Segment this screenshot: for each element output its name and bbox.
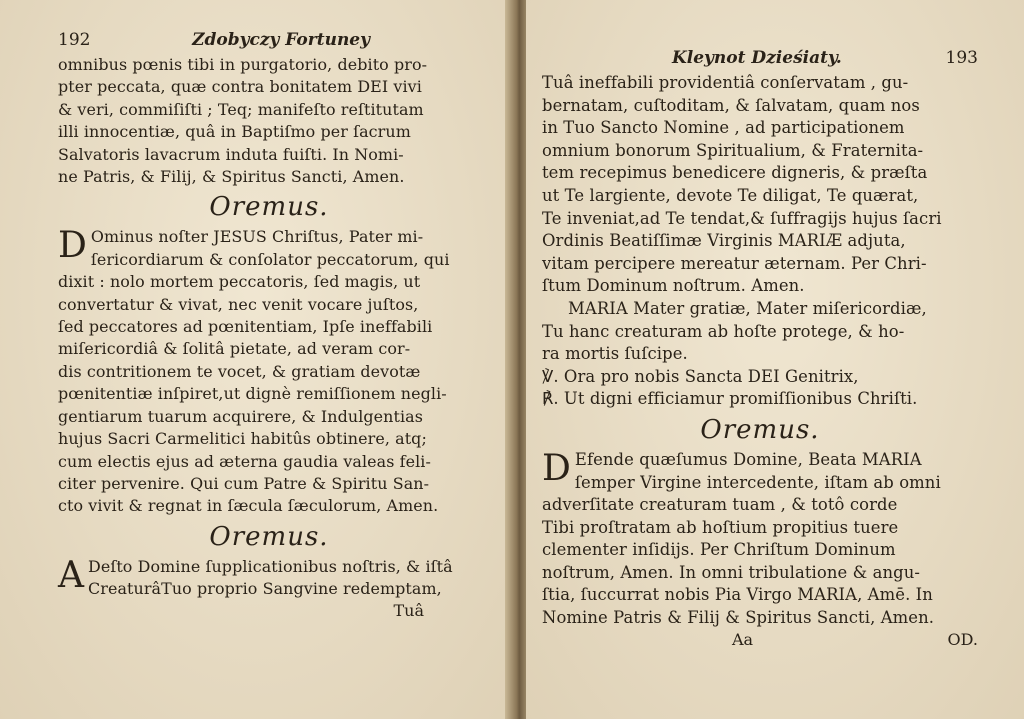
text-line: adverſitate creaturam tuam , & totô corde — [542, 495, 898, 515]
text-line: Tuâ ineffabili providentiâ conſervatam , gu- — [542, 73, 909, 92]
text-line: Ominus noſter JESUS Chriſtus, Pater mi- — [90, 227, 424, 247]
text-line: & veri, commiſiſti ; Teq; manifeſto reſtitutam — [58, 99, 424, 119]
versicle-line: ℣. Ora pro nobis Sancta DEI Genitrix, — [542, 366, 859, 386]
text-line: tem recepimus benedicere digneris, & præſta — [542, 163, 928, 183]
text-line: omnium bonorum Spiritualium, & Fraternita- — [542, 140, 924, 160]
signature-mark: Aa — [732, 629, 754, 649]
text-line: clementer inſidijs. Per Chriſtum Dominum — [542, 540, 896, 560]
left-heading-oremus-1: Oremus. — [209, 192, 329, 223]
text-line: ſemper Virgine intercedente, iſtam ab omni — [574, 472, 941, 492]
text-line: dixit : nolo mortem peccatoris, ſed magis, ut — [58, 272, 421, 292]
text-line: ra mortis ſuſcipe. — [542, 344, 688, 364]
left-page — [0, 0, 510, 719]
right-running-title: Kleynot Dzieśiaty. — [672, 48, 842, 68]
text-line: ſericordiarum & conſolator peccatorum, qui — [90, 249, 450, 269]
text-line: dis contritionem te vocet, & gratiam devotæ — [58, 361, 421, 381]
left-paragraph-3 — [58, 556, 480, 601]
text-line: in Tuo Sancto Nomine , ad participationem — [542, 118, 905, 138]
left-running-head — [58, 30, 480, 50]
left-heading-oremus-2: Oremus. — [209, 521, 329, 552]
text-line: pter peccata, quæ contra bonitatem DEI vivi — [58, 77, 422, 97]
right-running-head — [542, 48, 978, 68]
dropcap: D — [542, 447, 571, 489]
text-line: cum electis ejus ad æterna gaudia valeas feli- — [58, 451, 431, 471]
left-page-number: 192 — [58, 30, 91, 50]
text-line: Deſto Domine ſupplicationibus noſtris, & iſtâ — [88, 556, 453, 576]
left-paragraph-1 — [58, 54, 480, 188]
text-line: pœnitentiæ inſpiret,ut dignè remiſſionem negli- — [58, 384, 447, 404]
text-line: ſtia, ſuccurrat nobis Pia Virgo MARIA, Amē. In — [542, 585, 933, 605]
text-line: vitam percipere mereatur æternam. Per Chri- — [542, 253, 927, 273]
catchword: OD. — [947, 629, 978, 649]
text-line: Tibi proſtratam ab hoſtium propitius tuere — [542, 517, 899, 537]
text-line: illi innocentiæ, quâ in Baptiſmo per ſacrum — [58, 122, 411, 142]
left-paragraph-2 — [58, 226, 480, 517]
text-line: bernatam, cuſtoditam, & ſalvatam, quam nos — [542, 95, 920, 115]
right-catchword-row — [542, 630, 978, 650]
dropcap: A — [58, 554, 84, 596]
right-paragraph-2 — [542, 449, 978, 630]
right-page-number: 193 — [945, 48, 978, 68]
response-line: ℟. Ut digni efficiamur promiſſionibus Chriſti. — [542, 389, 918, 409]
text-line: omnibus pœnis tibi in purgatorio, debito pro- — [58, 55, 428, 74]
text-line: ne Patris, & Filij, & Spiritus Sancti, Amen. — [58, 167, 405, 187]
dropcap: D — [58, 225, 87, 267]
text-line: noſtrum, Amen. In omni tribulatione & angu- — [542, 562, 921, 582]
text-line: hujus Sacri Carmelitici habitûs obtinere, atq; — [58, 429, 427, 449]
text-line: citer pervenire. Qui cum Patre & Spiritu San- — [58, 473, 430, 493]
right-paragraph-maria — [542, 298, 978, 411]
text-line: Ordinis Beatiſſimæ Virginis MARIÆ adjuta, — [542, 231, 906, 251]
catchword: Tuâ — [393, 600, 424, 620]
text-line: ut Te largiente, devote Te diligat, Te quærat, — [542, 185, 919, 205]
right-page — [526, 0, 1024, 719]
text-line: ſtum Dominum noſtrum. Amen. — [542, 276, 805, 296]
right-heading-oremus: Oremus. — [700, 414, 820, 445]
left-running-title: Zdobyczy Fortuney — [192, 30, 370, 50]
left-catchword-row — [58, 601, 480, 621]
text-line: Salvatoris lavacrum induta fuiſti. In Nomi- — [58, 144, 404, 164]
text-line: cto vivit & regnat in ſæcula ſæculorum, Amen. — [58, 496, 439, 516]
text-line: ſed peccatores ad pœnitentiam, Ipſe ineffabili — [58, 317, 433, 337]
text-line: MARIA Mater gratiæ, Mater miſericordiæ, — [568, 298, 927, 318]
text-line: miſericordiâ & ſolitâ pietate, ad veram cor- — [58, 339, 411, 359]
text-line: gentiarum tuarum acquirere, & Indulgentias — [58, 406, 424, 426]
text-line: Tu hanc creaturam ab hoſte protege, & ho- — [542, 321, 905, 341]
text-line: CreaturâTuo proprio Sangvine redemptam, — [88, 579, 442, 599]
text-line: Efende quæſumus Domine, Beata MARIA — [574, 449, 922, 469]
text-line: Te inveniat,ad Te tendat,& ſuffragijs hujus ſacri — [542, 208, 942, 228]
text-line: convertatur & vivat, nec venit vocare juſtos, — [58, 294, 419, 314]
right-paragraph-1 — [542, 72, 978, 298]
text-line: Nomine Patris & Filij & Spiritus Sancti, Amen. — [542, 608, 935, 628]
